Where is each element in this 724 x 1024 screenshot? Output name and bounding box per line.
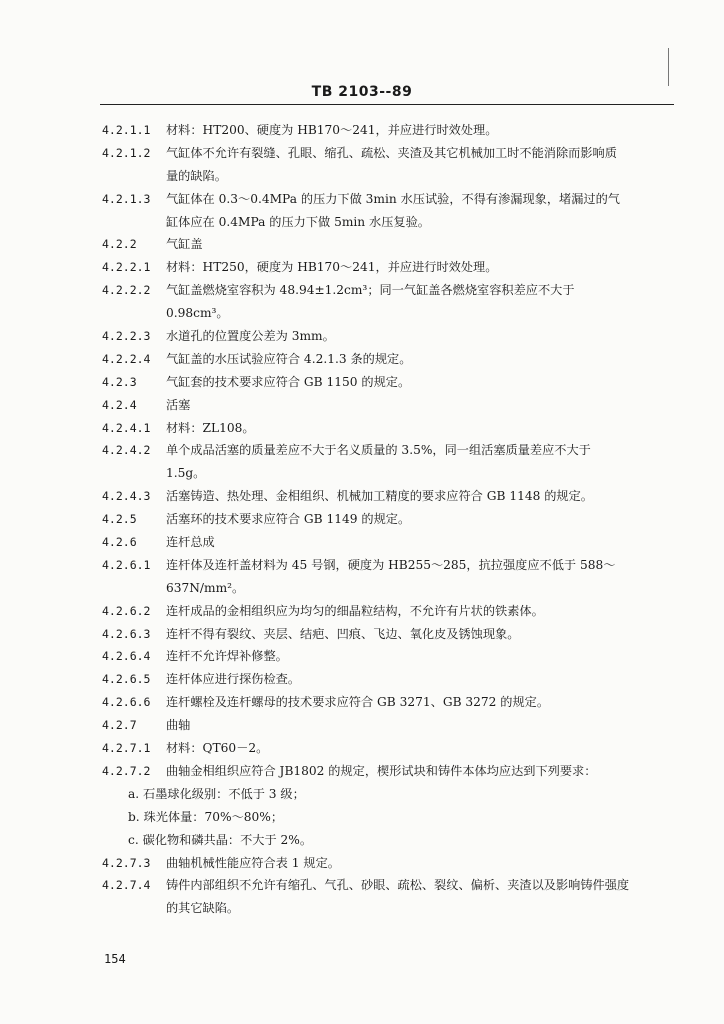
clause-text: b. 珠光体量：70%～80%；	[128, 809, 284, 824]
clause-number: 4.2.2.2	[102, 283, 151, 298]
text-line	[102, 577, 668, 600]
document-header: TB 2103--89	[311, 84, 413, 100]
clause-text: 的其它缺陷。	[166, 901, 240, 916]
text-line	[102, 668, 668, 691]
text-line	[102, 462, 668, 485]
text-line	[102, 439, 668, 462]
clause-text: 曲轴	[166, 718, 191, 733]
clause-text: 连杆不得有裂纹、夹层、结疤、凹痕、飞边、氧化皮及锈蚀现象。	[166, 626, 520, 641]
clause-number: 4.2.4.3	[102, 489, 151, 504]
clause-number: 4.2.7.2	[102, 763, 151, 778]
clause-number: 4.2.5	[102, 512, 137, 527]
clause-number: 4.2.4.1	[102, 420, 151, 435]
clause-number: 4.2.6.3	[102, 626, 151, 641]
clause-number: 4.2.7.3	[102, 855, 151, 870]
clause-text: 铸件内部组织不允许有缩孔、气孔、砂眼、疏松、裂纹、偏析、夹渣以及影响铸件强度	[166, 878, 630, 893]
text-line	[102, 645, 668, 668]
margin-mark	[668, 48, 669, 86]
clause-text: 活塞	[166, 397, 191, 412]
text-line	[102, 119, 668, 142]
clause-number: 4.2.6.4	[102, 649, 151, 664]
clause-number: 4.2.2.1	[102, 260, 151, 275]
clause-text: c. 碳化物和磷共晶：不大于 2%。	[128, 832, 313, 847]
text-line	[102, 691, 668, 714]
header-rule	[100, 104, 674, 105]
clause-text: 连杆成品的金相组织应为均匀的细晶粒结构，不允许有片状的铁素体。	[166, 603, 544, 618]
text-line	[102, 852, 668, 875]
text-line	[102, 142, 668, 165]
clause-text: 水道孔的位置度公差为 3mm。	[166, 329, 335, 344]
clause-text: 气缸体不允许有裂缝、孔眼、缩孔、疏松、夹渣及其它机械加工时不能消除而影响质	[166, 145, 617, 160]
text-line	[102, 760, 668, 783]
clause-text: 连杆总成	[166, 535, 215, 550]
text-line	[102, 874, 668, 897]
text-line	[102, 783, 668, 806]
clause-text: 曲轴机械性能应符合表 1 规定。	[166, 855, 340, 870]
clause-number: 4.2.6.2	[102, 603, 151, 618]
text-line	[102, 508, 668, 531]
clause-number: 4.2.1.1	[102, 123, 151, 137]
clause-text: 637N/mm²。	[166, 580, 245, 595]
clause-text: 气缸盖燃烧室容积为 48.94±1.2cm³；同一气缸盖各燃烧室容积差应不大于	[166, 283, 575, 298]
clause-number: 4.2.7.1	[102, 741, 151, 756]
clause-number: 4.2.6.6	[102, 695, 151, 710]
text-line	[102, 371, 668, 394]
clause-text: 连杆体及连杆盖材料为 45 号钢，硬度为 HB255～285，抗拉强度应不低于 588～	[166, 557, 616, 572]
text-line	[102, 256, 668, 279]
text-line	[102, 600, 668, 623]
clause-number: 4.2.6.1	[102, 557, 151, 572]
clause-text: 连杆不允许焊补修整。	[166, 649, 288, 664]
clause-number: 4.2.1.2	[102, 145, 151, 160]
clause-number: 4.2.2.3	[102, 329, 151, 344]
clause-text: 1.5g。	[166, 466, 206, 481]
text-line	[102, 714, 668, 737]
clause-number: 4.2.4	[102, 397, 137, 412]
clause-text: 连杆螺栓及连杆螺母的技术要求应符合 GB 3271、GB 3272 的规定。	[166, 695, 550, 710]
text-line	[102, 737, 668, 760]
text-line	[102, 554, 668, 577]
text-line	[102, 325, 668, 348]
text-line	[102, 348, 668, 371]
text-line	[102, 806, 668, 829]
clause-text: 材料：HT200、硬度为 HB170～241，并应进行时效处理。	[166, 123, 498, 137]
text-line	[102, 485, 668, 508]
text-line	[102, 897, 668, 920]
text-line	[102, 829, 668, 852]
clause-text: a. 石墨球化级别：不低于 3 级；	[128, 786, 305, 801]
clause-number: 4.2.3	[102, 374, 137, 389]
text-line	[102, 165, 668, 188]
text-line	[102, 188, 668, 211]
clause-text: 缸体应在 0.4MPa 的压力下做 5min 水压复验。	[166, 214, 430, 229]
clause-number: 4.2.1.3	[102, 191, 151, 206]
text-line	[102, 417, 668, 440]
clause-text: 活塞环的技术要求应符合 GB 1149 的规定。	[166, 512, 411, 527]
clause-text: 0.98cm³。	[166, 306, 229, 321]
clause-text: 材料：ZL108。	[166, 420, 255, 435]
clause-text: 气缸套的技术要求应符合 GB 1150 的规定。	[166, 374, 411, 389]
clause-number: 4.2.6.5	[102, 672, 151, 687]
clause-text: 气缸盖	[166, 237, 203, 252]
clause-number: 4.2.4.2	[102, 443, 151, 458]
text-line	[102, 211, 668, 234]
text-line	[102, 279, 668, 302]
page-number: 154	[104, 952, 126, 966]
clause-number: 4.2.2	[102, 237, 137, 252]
clause-text: 材料：HT250，硬度为 HB170～241，并应进行时效处理。	[166, 260, 498, 275]
clause-text: 单个成品活塞的质量差应不大于名义质量的 3.5%，同一组活塞质量差应不大于	[166, 443, 591, 458]
clause-text: 量的缺陷。	[166, 168, 227, 183]
text-line	[102, 394, 668, 417]
clause-text: 活塞铸造、热处理、金相组织、机械加工精度的要求应符合 GB 1148 的规定。	[166, 489, 593, 504]
clause-number: 4.2.7	[102, 718, 137, 733]
clause-text: 气缸体在 0.3～0.4MPa 的压力下做 3min 水压试验，不得有渗漏现象，堵漏过的气	[166, 191, 620, 206]
clause-text: 曲轴金相组织应符合 JB1802 的规定，楔形试块和铸件本体均应达到下列要求：	[166, 763, 597, 778]
clause-text: 气缸盖的水压试验应符合 4.2.1.3 条的规定。	[166, 351, 412, 366]
text-line	[102, 302, 668, 325]
clause-text: 材料：QT60－2。	[166, 741, 269, 756]
clause-text: 连杆体应进行探伤检查。	[166, 672, 301, 687]
clause-number: 4.2.2.4	[102, 351, 151, 366]
clause-number: 4.2.7.4	[102, 878, 151, 893]
text-line	[102, 233, 668, 256]
text-line	[102, 531, 668, 554]
text-line	[102, 623, 668, 646]
document-body	[102, 119, 668, 920]
clause-number: 4.2.6	[102, 535, 137, 550]
